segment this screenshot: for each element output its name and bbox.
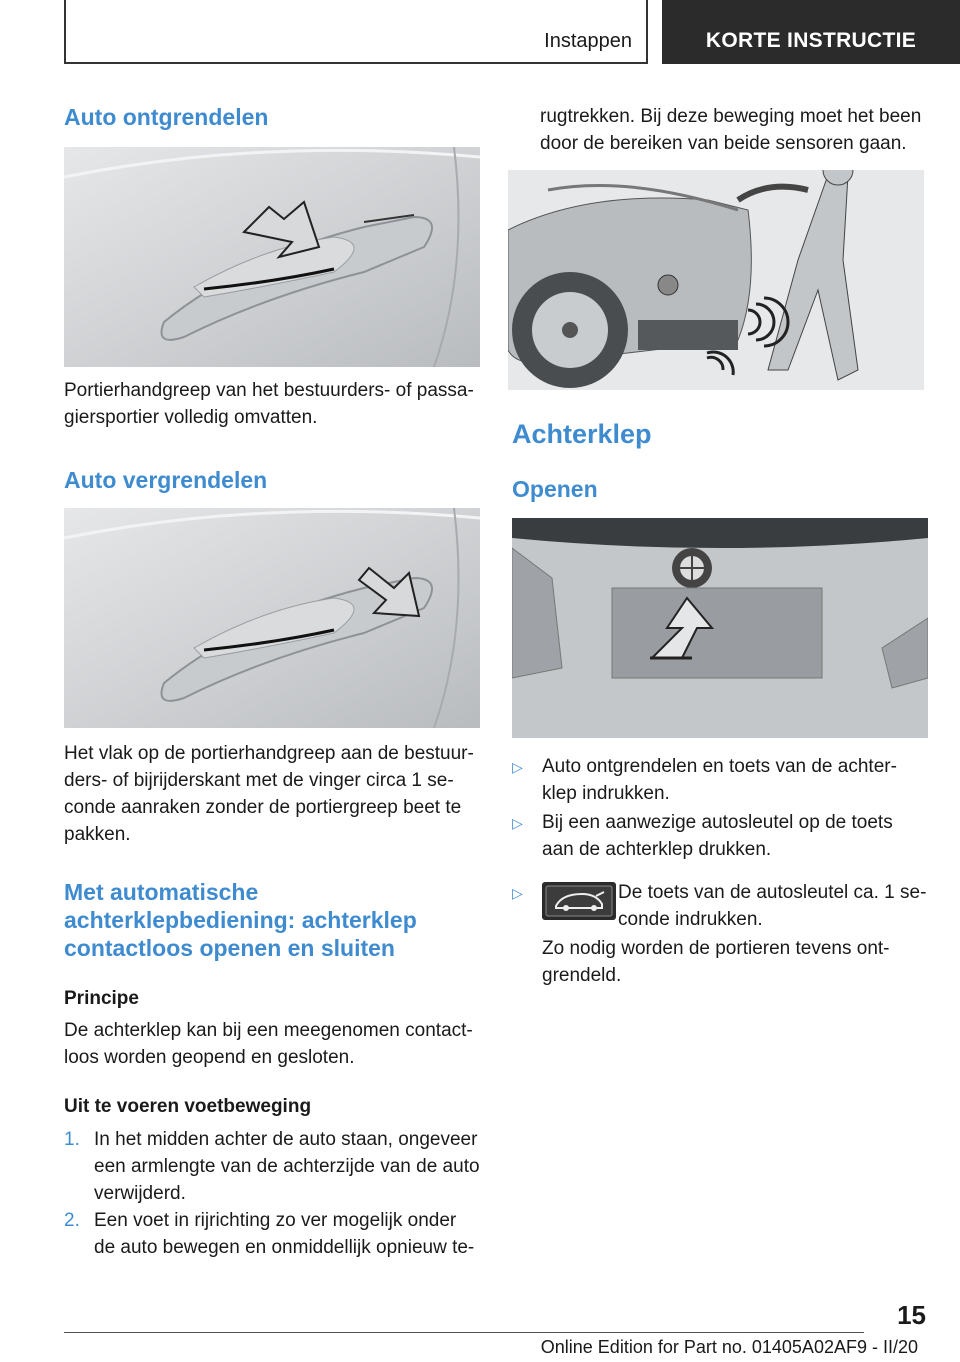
text-line: rugtrekken. Bij deze beweging moet het been bbox=[540, 106, 922, 127]
text-line: verwijderd. bbox=[94, 1183, 186, 1204]
heading-open: Openen bbox=[512, 476, 598, 502]
door-handle-touch-icon bbox=[64, 508, 480, 728]
foot-gesture-icon bbox=[508, 170, 924, 390]
text-line: een armlengte van de achterzijde van de auto bbox=[94, 1156, 480, 1177]
header-section-box bbox=[64, 0, 648, 64]
bullet-1 bbox=[512, 753, 932, 807]
foot-gesture-title: Uit te voeren voetbeweging bbox=[64, 1096, 312, 1117]
continued-text bbox=[540, 103, 940, 157]
heading-unlock: Auto ontgrendelen bbox=[64, 104, 269, 130]
footer-divider bbox=[64, 1332, 864, 1333]
triangle-bullet-icon: ▷ bbox=[512, 759, 523, 775]
principle-title: Principe bbox=[64, 988, 139, 1009]
header-tab[interactable] bbox=[662, 0, 960, 64]
bullet-2 bbox=[512, 809, 932, 863]
text-line: Het vlak op de portierhandgreep aan de bestuur- bbox=[64, 743, 474, 764]
lock-text bbox=[64, 740, 484, 848]
text-line: pakken. bbox=[64, 824, 131, 845]
step-2 bbox=[64, 1207, 484, 1261]
triangle-bullet-icon: ▷ bbox=[512, 885, 523, 901]
text-line: Zo nodig worden de portieren tevens ont- bbox=[542, 938, 890, 959]
door-handle-grip-icon bbox=[64, 147, 480, 367]
heading-line: contactloos openen en sluiten bbox=[64, 935, 395, 961]
text-line: de auto bewegen en onmiddellijk opnieuw te- bbox=[94, 1237, 475, 1258]
text-line: Bij een aanwezige autosleutel op de toets bbox=[542, 812, 893, 833]
unlock-text bbox=[64, 377, 484, 431]
text-line: De toets van de autosleutel ca. 1 se- bbox=[618, 882, 927, 903]
text-line: Een voet in rijrichting zo ver mogelijk onder bbox=[94, 1210, 457, 1231]
text-line: Auto ontgrendelen en toets van de achter- bbox=[542, 756, 897, 777]
triangle-bullet-icon: ▷ bbox=[512, 815, 523, 831]
text-line: ders- of bijrijderskant met de vinger circa 1 se- bbox=[64, 770, 454, 791]
heading-tailgate: Achterklep bbox=[512, 419, 652, 449]
text-line: loos worden geopend en gesloten. bbox=[64, 1047, 355, 1068]
heading-line: achterklepbediening: achterklep bbox=[64, 907, 417, 933]
tailgate-button-figure bbox=[512, 518, 928, 738]
text-line: grendeld. bbox=[542, 965, 622, 986]
key-note bbox=[542, 935, 942, 989]
door-handle-touch-figure bbox=[64, 508, 480, 728]
text-line: De achterklep kan bij een meegenomen contact- bbox=[64, 1020, 473, 1041]
key-tailgate-button-icon bbox=[542, 882, 616, 920]
bullet-key bbox=[512, 879, 932, 933]
text-line: conde aanraken zonder de portiergreep beet te bbox=[64, 797, 462, 818]
text-line: conde indrukken. bbox=[618, 909, 763, 930]
foot-gesture-figure bbox=[508, 170, 924, 390]
principle-text bbox=[64, 1017, 484, 1071]
text-line: klep indrukken. bbox=[542, 783, 670, 804]
step-number: 1. bbox=[64, 1129, 80, 1150]
text-line: In het midden achter de auto staan, ongeveer bbox=[94, 1129, 478, 1150]
step-1 bbox=[64, 1126, 484, 1207]
tailgate-button-icon bbox=[512, 518, 928, 738]
heading-auto-tailgate bbox=[64, 878, 417, 962]
heading-lock: Auto vergrendelen bbox=[64, 467, 268, 493]
text-line: aan de achterklep drukken. bbox=[542, 839, 772, 860]
page-number: 15 bbox=[897, 1300, 926, 1330]
text-line: door de bereiken van beide sensoren gaan. bbox=[540, 133, 907, 154]
heading-line: Met automatische bbox=[64, 879, 259, 905]
header-tab-label: KORTE INSTRUCTIE bbox=[705, 29, 917, 52]
step-number: 2. bbox=[64, 1210, 80, 1231]
footer-edition: Online Edition for Part no. 01405A02AF9 - II/20 bbox=[540, 1337, 918, 1357]
text-line: Portierhandgreep van het bestuurders- of passa- bbox=[64, 380, 474, 401]
header-section-title: Instappen bbox=[544, 30, 632, 52]
text-line: giersportier volledig omvatten. bbox=[64, 407, 318, 428]
door-handle-grip-figure bbox=[64, 147, 480, 367]
